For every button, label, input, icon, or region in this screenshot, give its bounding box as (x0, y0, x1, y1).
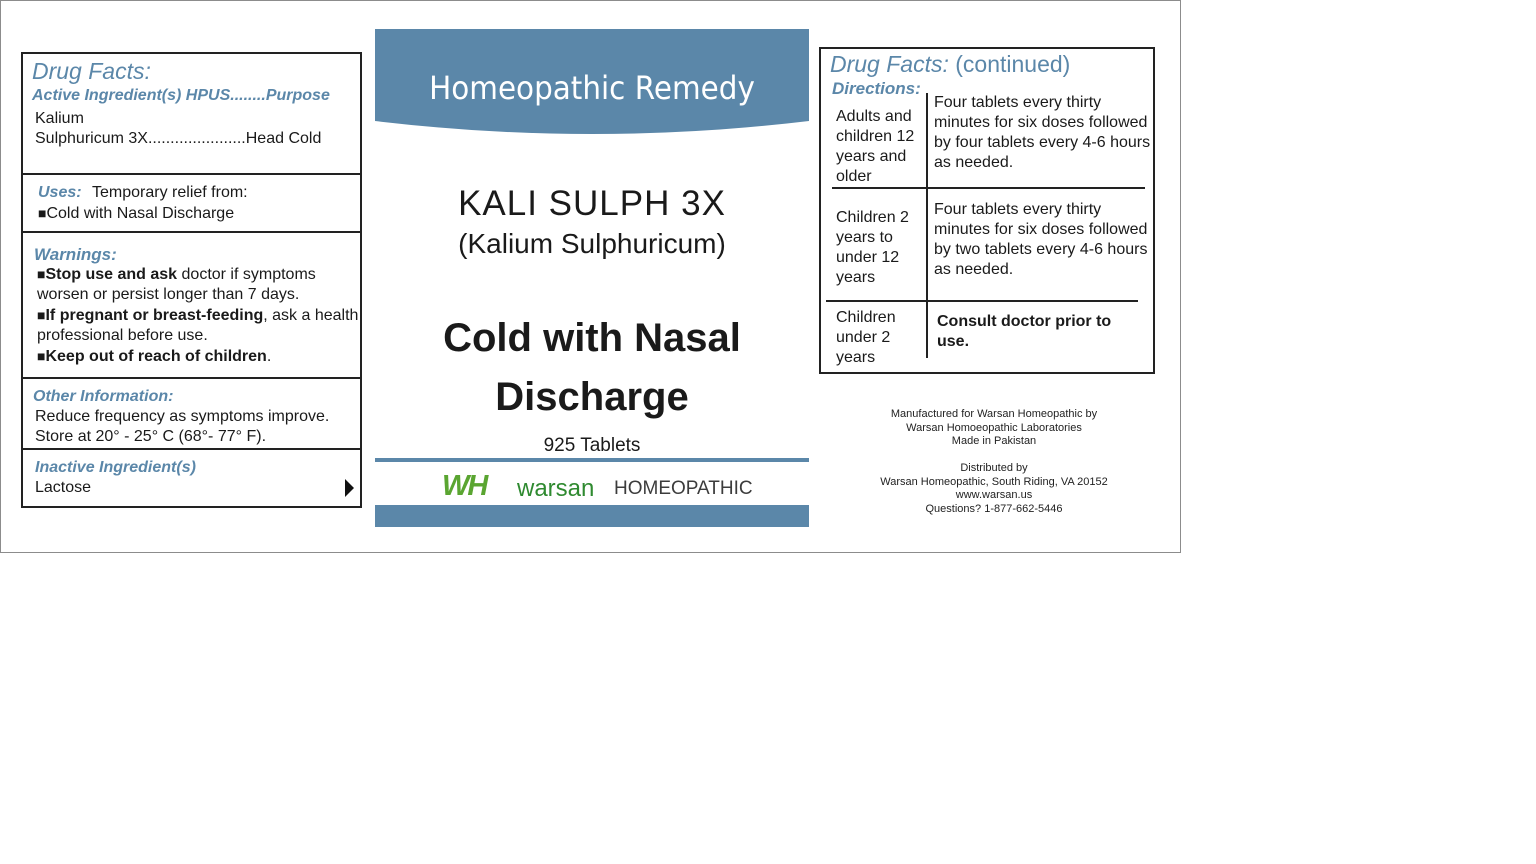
other-information-line: Reduce frequency as symptoms improve. (35, 408, 330, 425)
manufacturer-line: Made in Pakistan (951, 435, 1037, 447)
active-ingredients-section (23, 54, 360, 175)
directions-age-cell: Children 2 years to under 12 years (836, 209, 909, 286)
drug-facts-continued-title (830, 51, 1070, 78)
directions-dose-cell: Four tablets every thirty minutes for six doses followed by two tablets every 4-6 hours as needed. (934, 201, 1148, 278)
product-latin-name: (Kalium Sulphuricum) (458, 228, 726, 259)
logo-tagline: HOMEOPATHIC (614, 478, 753, 499)
directions-heading: Directions: (832, 79, 921, 98)
uses-item (38, 203, 234, 224)
warnings-body (37, 264, 362, 367)
uses-label: Uses: (38, 184, 82, 201)
warning-text: , ask a health professional before use. (37, 307, 359, 344)
drug-facts-title: Drug Facts: (830, 51, 949, 77)
indication-line: Cold with Nasal (443, 316, 741, 360)
continued-label: (continued) (955, 51, 1071, 77)
warnings-section (23, 233, 360, 379)
uses-text: Temporary relief from: (92, 184, 248, 201)
directions-panel (819, 47, 1155, 374)
directions-dose-cell: Consult doctor prior to use. (937, 313, 1112, 350)
website: www.warsan.us (955, 489, 1033, 501)
logo-mark: WH (442, 470, 487, 502)
inactive-ingredients-heading: Inactive Ingredient(s) (35, 459, 196, 476)
indication-line: Discharge (495, 375, 689, 419)
square-bullet-icon: ■ (37, 266, 46, 282)
square-bullet-icon: ■ (37, 307, 46, 323)
directions-age-cell: Adults and children 12 years and older (836, 108, 915, 185)
warning-bold: Keep out of reach of children (45, 348, 267, 365)
warning-text: . (266, 348, 272, 365)
warning-item (37, 305, 362, 346)
directions-dose-cell: Four tablets every thirty minutes for six doses followed by four tablets every 4-6 hours as needed. (934, 94, 1151, 171)
warnings-heading: Warnings: (34, 245, 117, 264)
divider (375, 458, 809, 462)
other-information-heading: Other Information: (33, 388, 174, 405)
manufacturer-info (821, 408, 1167, 516)
phone: Questions? 1-877-662-5446 (925, 502, 1063, 515)
active-ingredient-line: Sulphuricum 3X......................Head Cold (35, 130, 322, 147)
logo-brand: warsan (517, 475, 595, 502)
uses-heading (38, 183, 248, 203)
product-name: KALI SULPH 3X (458, 184, 726, 223)
warning-item (37, 264, 362, 305)
tablet-count: 925 Tablets (543, 435, 641, 456)
directions-age-cell: Children under 2 years (836, 309, 896, 366)
square-bullet-icon: ■ (37, 348, 46, 364)
table-column-divider (926, 93, 928, 187)
banner-title: Homeopathic Remedy (429, 69, 755, 107)
distributor-line: Distributed by (960, 462, 1028, 474)
warning-bold: If pregnant or breast-feeding (45, 307, 264, 324)
drug-label (0, 0, 1181, 553)
other-information-section (23, 379, 360, 450)
warning-bold: Stop use and ask (45, 266, 178, 283)
spacer (821, 449, 1167, 463)
bottom-bar (375, 505, 809, 527)
inactive-ingredient-value: Lactose (35, 479, 92, 496)
distributor-line: Warsan Homeopathic, South Riding, VA 20152 (880, 475, 1108, 488)
uses-section (23, 175, 360, 233)
table-divider (832, 187, 1145, 189)
table-column-divider (926, 189, 928, 300)
drug-facts-panel (21, 52, 362, 508)
active-ingredients-header: Active Ingredient(s) HPUS........Purpose (32, 87, 330, 104)
uses-item-text: Cold with Nasal Discharge (46, 205, 235, 222)
principal-display-panel (375, 29, 809, 527)
table-column-divider (926, 302, 928, 358)
inactive-ingredients-section (23, 450, 360, 506)
triangle-arrow-icon (345, 479, 354, 497)
other-information-line: Store at 20° - 25° C (68°- 77° F). (35, 428, 267, 445)
drug-facts-title: Drug Facts: (32, 58, 151, 84)
square-bullet-icon: ■ (38, 205, 47, 221)
table-divider (826, 300, 1138, 302)
warning-item (37, 346, 362, 367)
active-ingredient-line: Kalium (35, 110, 84, 127)
warning-text: doctor if symptoms worsen or persist longer than 7 days. (37, 266, 316, 303)
manufacturer-line: Warsan Homoeopathic Laboratories (906, 421, 1082, 434)
manufacturer-line: Manufactured for Warsan Homeopathic by (890, 408, 1098, 420)
